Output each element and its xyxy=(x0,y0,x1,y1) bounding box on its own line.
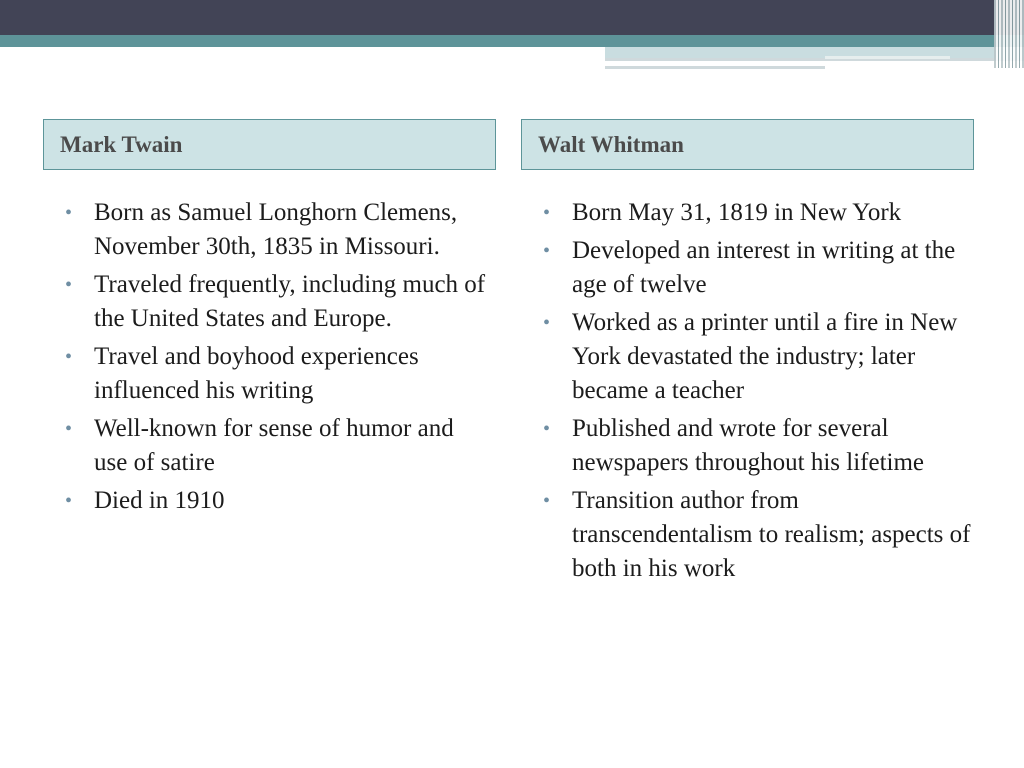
bullet-list-mark-twain xyxy=(60,196,490,522)
list-item xyxy=(60,484,490,518)
list-item xyxy=(60,196,490,264)
column-heading-walt-whitman xyxy=(521,119,974,170)
bullet-icon: • xyxy=(65,490,73,512)
bullet-icon: • xyxy=(543,202,551,224)
column-heading-text: Mark Twain xyxy=(60,131,183,157)
list-item-text: Travel and boyhood experiences influenced his writing xyxy=(94,343,419,404)
bullet-icon: • xyxy=(65,418,73,440)
bullet-icon: • xyxy=(543,490,551,512)
list-item xyxy=(538,234,978,302)
bullet-icon: • xyxy=(65,346,73,368)
list-item-text: Transition author from transcendentalism to realism; aspects of both in his work xyxy=(572,487,971,582)
header-stripes-decoration xyxy=(994,0,1024,68)
list-item xyxy=(538,306,978,408)
bullet-icon: • xyxy=(543,240,551,262)
list-item-text: Published and wrote for several newspapers throughout his lifetime xyxy=(572,415,925,476)
list-item-text: Developed an interest in writing at the age of twelve xyxy=(572,237,956,298)
header-accent-line xyxy=(825,56,950,59)
bullet-icon: • xyxy=(65,274,73,296)
bullet-icon: • xyxy=(65,202,73,224)
list-item xyxy=(538,196,978,230)
list-item-text: Born as Samuel Longhorn Clemens, November 30th, 1835 in Missouri. xyxy=(94,199,458,260)
list-item-text: Born May 31, 1819 in New York xyxy=(572,199,902,226)
list-item xyxy=(60,268,490,336)
column-heading-mark-twain xyxy=(43,119,496,170)
list-item xyxy=(538,484,978,586)
list-item xyxy=(538,412,978,480)
header-band-dark xyxy=(0,0,1024,35)
header-band-teal xyxy=(0,35,1024,47)
list-item-text: Worked as a printer until a fire in New York devastated the industry; later became a teacher xyxy=(572,309,958,404)
list-item-text: Died in 1910 xyxy=(94,487,225,514)
header-accent-line xyxy=(605,66,825,69)
list-item-text: Traveled frequently, including much of the United States and Europe. xyxy=(94,271,486,332)
header-band-light xyxy=(605,47,1024,58)
list-item xyxy=(60,412,490,480)
list-item-text: Well-known for sense of humor and use of satire xyxy=(94,415,454,476)
bullet-list-walt-whitman xyxy=(538,196,978,590)
bullet-icon: • xyxy=(543,418,551,440)
list-item xyxy=(60,340,490,408)
column-heading-text: Walt Whitman xyxy=(538,131,684,157)
bullet-icon: • xyxy=(543,312,551,334)
header-band-light-lower xyxy=(605,58,1024,71)
